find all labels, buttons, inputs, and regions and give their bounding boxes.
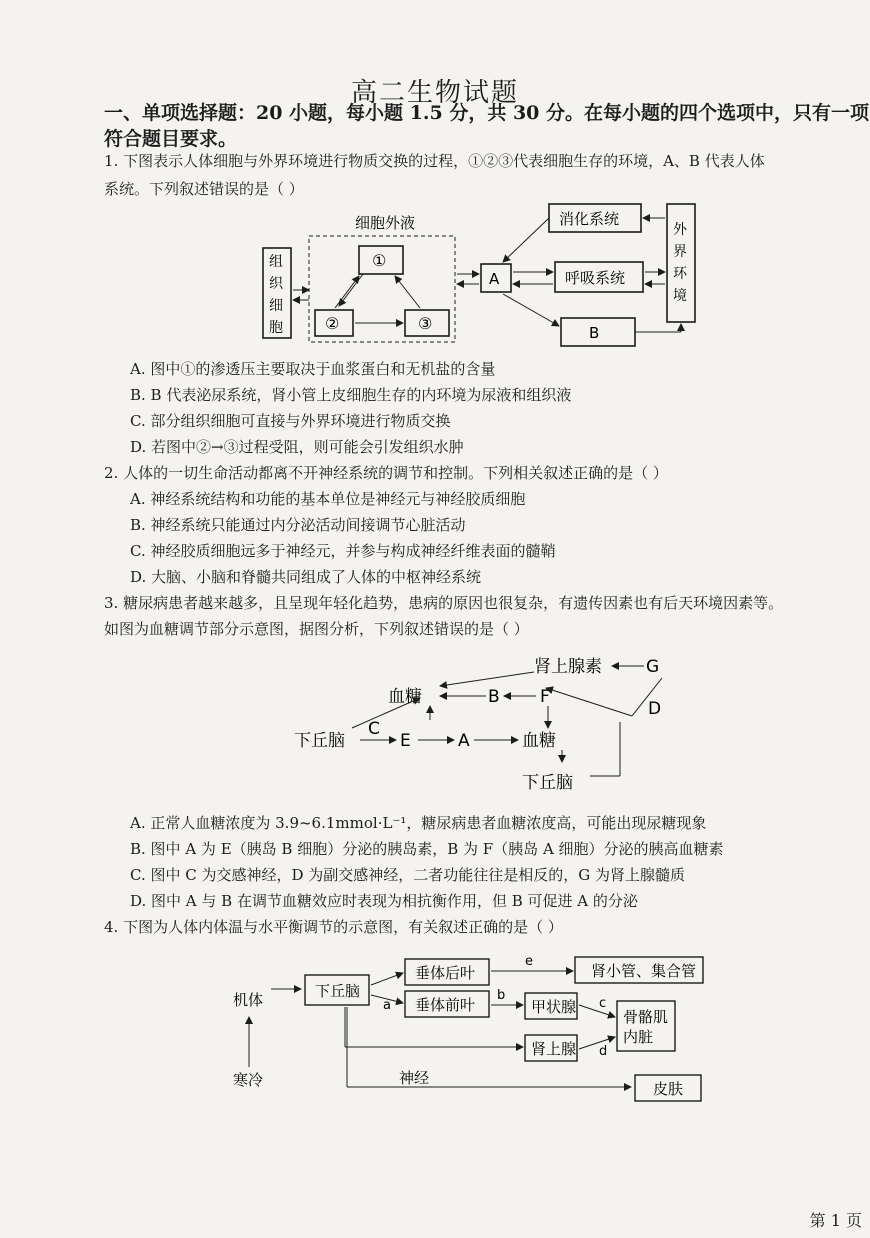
q1-tissue-cell-4: 胞 — [269, 320, 283, 336]
q1-stem-cont: 系统。下列叙述错误的是（ ） — [104, 180, 304, 198]
q4-body-label: 机体 — [233, 991, 264, 1009]
q1-tissue-cell-3: 细 — [269, 298, 283, 314]
q1-node-3-label: ③ — [418, 314, 433, 333]
page-number: 第 1 页 — [809, 1211, 862, 1230]
q1-external-1: 外 — [673, 222, 687, 238]
q3-stem: 3. 糖尿病患者越来越多，且呈现年轻化趋势，患病的原因也很复杂，有遗传因素也有后天环境因素等。 — [104, 594, 784, 612]
q1-option-c: C. 部分组织细胞可直接与外界环境进行物质交换 — [130, 412, 451, 430]
q4-thyroid-label: 甲状腺 — [531, 998, 577, 1016]
q3-diagram — [290, 650, 690, 800]
q2-option-c: C. 神经胶质细胞远多于神经元，并参与构成神经纤维表面的髓鞘 — [130, 542, 556, 560]
q3-b-label: B — [488, 687, 500, 707]
q4-a-label: a — [383, 998, 391, 1013]
q4-posterior-pituitary-label: 垂体后叶 — [415, 964, 476, 982]
q3-c-label: C — [368, 719, 380, 739]
q4-diagram — [225, 945, 715, 1107]
q3-option-d: D. 图中 A 与 B 在调节血糖效应时表现为相抗衡作用，但 B 可促进 A 的分泌 — [130, 892, 638, 910]
q4-c-label: c — [599, 996, 607, 1011]
q3-arrow — [546, 688, 632, 716]
section-heading-cont: 符合题目要求。 — [104, 128, 238, 150]
q3-option-b: B. 图中 A 为 E（胰岛 B 细胞）分泌的胰岛素，B 为 F（胰岛 A 细胞）分泌的胰高血糖素 — [130, 840, 724, 858]
q4-nerve-label: 神经 — [399, 1069, 430, 1087]
q3-e-label: E — [400, 731, 411, 751]
q1-option-b: B. B 代表泌尿系统，肾小管上皮细胞生存的内环境为尿液和组织液 — [130, 386, 572, 404]
q3-d-label: D — [648, 699, 662, 719]
q1-extracellular-label: 细胞外液 — [355, 214, 416, 232]
section-heading: 一、单项选择题：20 小题，每小题 1.5 分，共 30 分。在每小题的四个选项中，只有一项 — [104, 102, 870, 124]
q4-e-label: e — [525, 954, 533, 969]
q4-muscle-label: 骨骼肌 — [623, 1008, 669, 1026]
q4-hypothalamus-label: 下丘脑 — [315, 982, 361, 1000]
q3-option-a: A. 正常人血糖浓度为 3.9~6.1mmol·L⁻¹，糖尿病患者血糖浓度高，可能出现尿糖现象 — [130, 814, 707, 832]
q1-external-4: 境 — [673, 288, 687, 304]
q4-arrow — [579, 1037, 615, 1049]
q3-hypothalamus-label: 下丘脑 — [294, 731, 345, 751]
q3-g-label: G — [646, 657, 660, 677]
q4-anterior-pituitary-label: 垂体前叶 — [415, 996, 476, 1014]
q4-cold-label: 寒冷 — [233, 1071, 264, 1089]
q4-arrow — [371, 973, 403, 985]
q1-option-a: A. 图中①的渗透压主要取决于血浆蛋白和无机盐的含量 — [130, 360, 496, 378]
q1-stem: 1. 下图表示人体细胞与外界环境进行物质交换的过程，①②③代表细胞生存的环境，A、B 代表人体 — [104, 152, 765, 170]
q3-blood-sugar-label: 血糖 — [388, 687, 422, 707]
q3-a-label: A — [458, 731, 470, 751]
q1-arrow — [339, 274, 363, 306]
q3-arrow — [352, 698, 420, 728]
q2-option-a: A. 神经系统结构和功能的基本单位是神经元与神经胶质细胞 — [130, 490, 526, 508]
q3-hypothalamus-label-2: 下丘脑 — [522, 773, 573, 793]
q1-node-b-label: B — [589, 324, 600, 342]
q3-stem-cont: 如图为血糖调节部分示意图，据图分析，下列叙述错误的是（ ） — [104, 620, 529, 638]
q1-arrow — [395, 276, 420, 308]
q4-kidney-label: 肾小管、集合管 — [591, 962, 697, 980]
q4-arrow — [579, 1005, 615, 1017]
q1-arrow — [503, 294, 559, 326]
q1-option-d: D. 若图中②→③过程受阻，则可能会引发组织水肿 — [130, 438, 464, 456]
q4-skin-label: 皮肤 — [653, 1080, 684, 1098]
q1-arrow — [335, 276, 359, 308]
q1-tissue-cell-2: 织 — [269, 276, 283, 292]
q4-b-label: b — [497, 988, 506, 1003]
q3-adrenaline-label: 肾上腺素 — [534, 657, 602, 677]
q1-external-3: 环 — [673, 266, 687, 282]
q4-d-label: d — [599, 1044, 608, 1059]
q3-arrow — [440, 672, 534, 686]
q1-digestive-label: 消化系统 — [559, 210, 620, 228]
q1-node-a-label: A — [489, 270, 500, 288]
q1-external-2: 界 — [673, 244, 687, 260]
q4-stem: 4. 下图为人体内体温与水平衡调节的示意图，有关叙述正确的是（ ） — [104, 918, 563, 936]
page-title: 高二生物试题 — [350, 78, 519, 108]
q2-stem: 2. 人体的一切生命活动都离不开神经系统的调节和控制。下列相关叙述正确的是（ ） — [104, 464, 668, 482]
q2-option-b: B. 神经系统只能通过内分泌活动间接调节心脏活动 — [130, 516, 466, 534]
q1-node-2-label: ② — [325, 314, 340, 333]
q3-option-c: C. 图中 C 为交感神经，D 为副交感神经，二者功能往往是相反的，G 为肾上腺髓质 — [130, 866, 686, 884]
q4-viscera-label: 内脏 — [623, 1028, 654, 1046]
q1-tissue-cell-1: 组 — [269, 254, 283, 270]
q4-adrenal-label: 肾上腺 — [531, 1040, 577, 1058]
q3-f-label: F — [540, 687, 550, 707]
q1-arrow — [503, 218, 549, 262]
q1-respiratory-label: 呼吸系统 — [565, 269, 626, 287]
q1-node-1-label: ① — [372, 251, 387, 270]
q3-blood-sugar-label-2: 血糖 — [522, 731, 556, 751]
q2-option-d: D. 大脑、小脑和脊髓共同组成了人体的中枢神经系统 — [130, 568, 482, 586]
q1-diagram — [255, 200, 715, 350]
